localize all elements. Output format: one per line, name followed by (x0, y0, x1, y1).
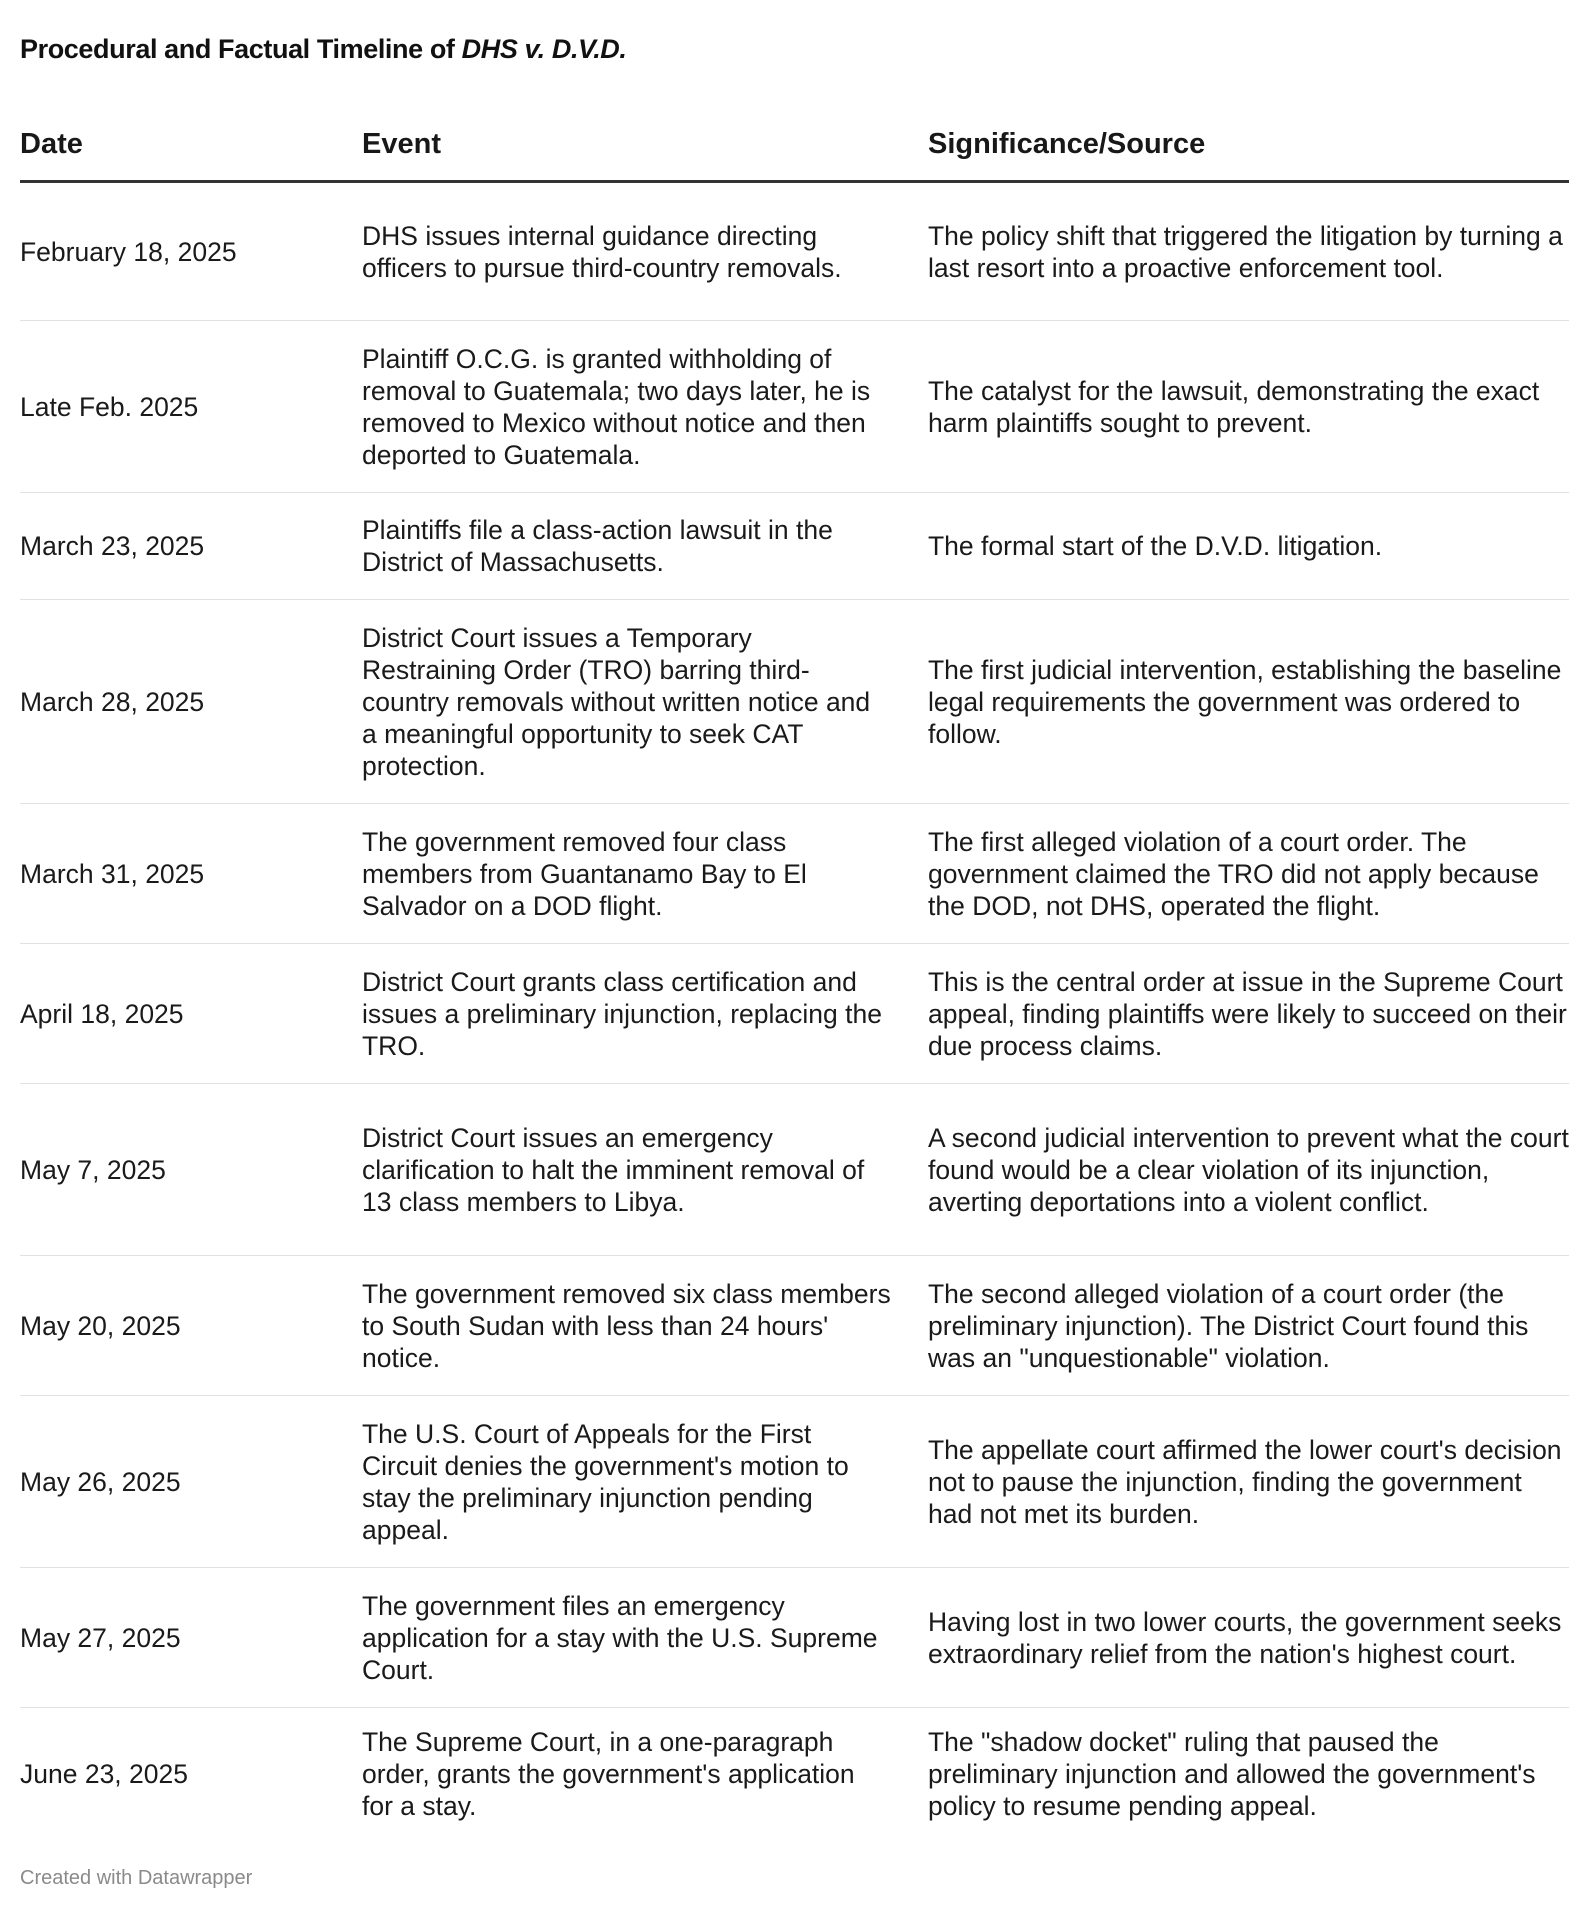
row-event-cell (362, 321, 892, 492)
row-event-cell-text: The government removed four class members from Guantanamo Bay to El Salvador on a DOD flight. (362, 826, 807, 921)
row-significance-cell (928, 493, 1569, 599)
row-significance-cell (928, 600, 1569, 803)
header-event: Event (362, 128, 441, 160)
row-event-cell-text: DHS issues internal guidance directing officers to pursue third-country removals. (362, 220, 842, 283)
row-date-cell (20, 1708, 340, 1840)
row-event-cell-text: The Supreme Court, in a one-paragraph order, grants the government's application for a stay. (362, 1727, 855, 1821)
row-event-cell (362, 183, 892, 320)
row-significance-cell (928, 1256, 1569, 1395)
row-event-cell (362, 1708, 892, 1840)
row-significance-cell (928, 321, 1569, 492)
row-date-cell (20, 183, 340, 320)
datawrapper-credit: Created with Datawrapper (20, 1867, 253, 1889)
row-event-cell-text: District Court grants class certification and issues a preliminary injunction, replacing the TRO. (362, 966, 882, 1061)
row-event-cell (362, 1568, 892, 1707)
row-significance-cell-text: The "shadow docket" ruling that paused the preliminary injunction and allowed the government's policy to resume pending appeal. (928, 1727, 1536, 1821)
table-body (20, 183, 1569, 1840)
row-event-cell (362, 600, 892, 803)
row-event-cell-text: The government files an emergency application for a stay with the U.S. Supreme Court. (362, 1590, 878, 1685)
table-row (20, 804, 1569, 944)
row-date-cell-text: May 7, 2025 (20, 1154, 166, 1185)
row-date-cell (20, 1396, 340, 1567)
row-significance-cell-text: The first alleged violation of a court order. The government claimed the TRO did not apply because the DOD, not DHS, operated the flight. (928, 826, 1539, 921)
table-header-row (20, 118, 1569, 183)
row-event-cell-text: The government removed six class members to South Sudan with less than 24 hours' notice. (362, 1278, 891, 1373)
row-significance-cell (928, 1084, 1569, 1255)
row-date-cell-text: March 23, 2025 (20, 531, 205, 561)
row-date-cell (20, 1256, 340, 1395)
row-date-cell-text: May 27, 2025 (20, 1622, 181, 1653)
table-row (20, 1708, 1569, 1840)
row-significance-cell (928, 944, 1569, 1083)
row-date-cell-text: February 18, 2025 (20, 236, 237, 267)
row-event-cell-text: Plaintiff O.C.G. is granted withholding of removal to Guatemala; two days later, he is removed to Mexico without notice and then deported to Guatemala. (362, 343, 871, 470)
row-significance-cell (928, 804, 1569, 943)
table-row (20, 1396, 1569, 1568)
row-event-cell (362, 804, 892, 943)
row-event-cell (362, 1396, 892, 1567)
timeline-table (20, 118, 1569, 1840)
row-significance-cell (928, 1396, 1569, 1567)
row-significance-cell-text: This is the central order at issue in the Supreme Court appeal, finding plaintiffs were likely to succeed on their due process claims. (928, 966, 1567, 1061)
table-row (20, 1084, 1569, 1256)
table-row (20, 944, 1569, 1084)
row-date-cell-text: March 31, 2025 (20, 858, 205, 889)
table-row (20, 1256, 1569, 1396)
row-significance-cell-text: The policy shift that triggered the litigation by turning a last resort into a proactive enforcement tool. (928, 220, 1563, 283)
row-significance-cell (928, 183, 1569, 320)
row-event-cell-text: Plaintiffs file a class-action lawsuit in the District of Massachusetts. (362, 515, 833, 577)
row-significance-cell (928, 1708, 1569, 1840)
row-date-cell-text: May 26, 2025 (20, 1466, 181, 1497)
row-significance-cell-text: The formal start of the D.V.D. litigation. (928, 531, 1383, 561)
row-significance-cell-text: The first judicial intervention, establishing the baseline legal requirements the government was ordered to follow. (928, 654, 1562, 749)
row-date-cell-text: May 20, 2025 (20, 1310, 181, 1341)
row-date-cell (20, 1568, 340, 1707)
table-row (20, 321, 1569, 493)
table-row (20, 1568, 1569, 1708)
header-significance: Significance/Source (928, 128, 1206, 160)
row-date-cell-text: March 28, 2025 (20, 686, 205, 717)
row-date-cell (20, 321, 340, 492)
row-date-cell-text: Late Feb. 2025 (20, 391, 199, 422)
table-row (20, 183, 1569, 321)
row-event-cell-text: District Court issues a Temporary Restraining Order (TRO) barring third-country removals without written notice and a meaningful opportunity to seek CAT protection. (362, 622, 871, 781)
table-row (20, 600, 1569, 804)
row-date-cell-text: April 18, 2025 (20, 998, 184, 1029)
row-significance-cell-text: The appellate court affirmed the lower court's decision not to pause the injunction, finding the government had not met its burden. (928, 1434, 1562, 1529)
row-event-cell (362, 944, 892, 1083)
row-date-cell (20, 600, 340, 803)
row-significance-cell (928, 1568, 1569, 1707)
row-event-cell (362, 493, 892, 599)
row-date-cell-text: June 23, 2025 (20, 1759, 188, 1789)
row-significance-cell-text: The second alleged violation of a court order (the preliminary injunction). The District Court found this was an "unquestionable" violation. (928, 1278, 1529, 1373)
table-row (20, 493, 1569, 600)
row-date-cell (20, 493, 340, 599)
row-event-cell-text: District Court issues an emergency clarification to halt the imminent removal of 13 class members to Libya. (362, 1122, 865, 1217)
title-prefix: Procedural and Factual Timeline of (20, 34, 462, 64)
row-event-cell (362, 1084, 892, 1255)
row-significance-cell-text: The catalyst for the lawsuit, demonstrating the exact harm plaintiffs sought to prevent. (928, 375, 1540, 438)
row-date-cell (20, 804, 340, 943)
header-date: Date (20, 128, 83, 160)
row-event-cell-text: The U.S. Court of Appeals for the First Circuit denies the government's motion to stay the preliminary injunction pending appeal. (362, 1418, 849, 1545)
row-event-cell (362, 1256, 892, 1395)
title-case-name: DHS v. D.V.D. (461, 34, 627, 64)
row-date-cell (20, 1084, 340, 1255)
table-title (20, 34, 627, 65)
row-significance-cell-text: A second judicial intervention to prevent what the court found would be a clear violation of its injunction, averting deportations into a violent conflict. (928, 1122, 1569, 1217)
row-date-cell (20, 944, 340, 1083)
row-significance-cell-text: Having lost in two lower courts, the government seeks extraordinary relief from the nation's highest court. (928, 1606, 1562, 1669)
